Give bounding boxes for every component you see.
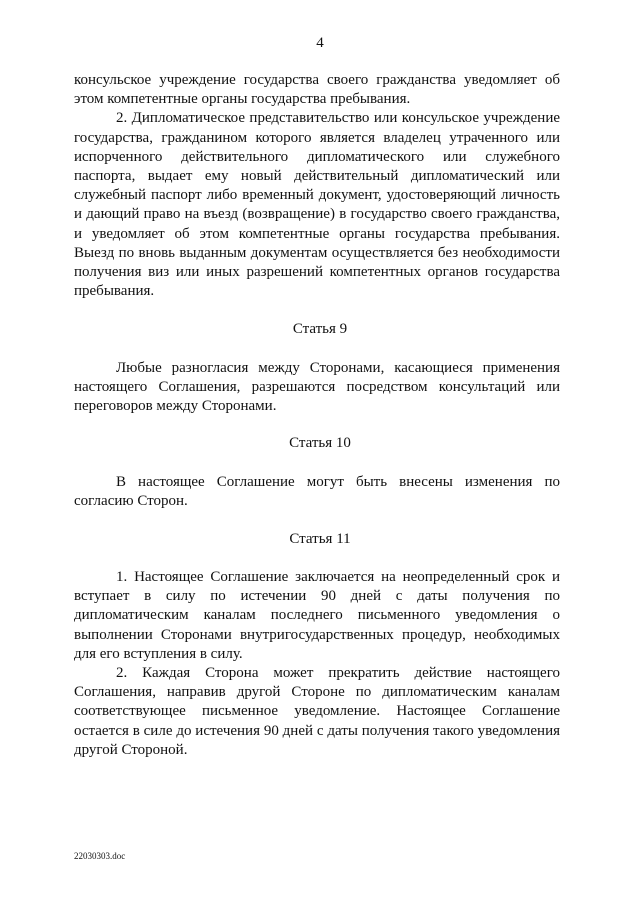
paragraph: 2. Каждая Сторона может прекратить действие настоящего Соглашения, направив другой Стороне по дипломатическим каналам соответствующее письменное уведомление. Настоящее Соглашение остается в силе до истечения 90 дней с даты получения такого уведомления другой Стороной.: [74, 665, 560, 758]
article-11-heading: Статья 11: [289, 531, 351, 547]
paragraph: 2. Дипломатическое представительство или консульское учреждение государства, гражданином которого является владелец утраченного или испорченного действительного дипломатического или служебного паспорта, выдает ему новый действительный дипломатический или служебный паспорт либо временный документ, удостоверяющий личность и дающий право на въезд (возвращение) в государство своего гражданства, и уведомляет об этом компетентные органы государства пребывания. Выезд по вновь выданным документам осуществляется без необходимости получения виз или иных разрешений компетентных органов государства пребывания.: [74, 110, 560, 300]
footer-file-name: 22030303.doc: [74, 851, 126, 861]
continuation-text: [74, 71, 560, 301]
article-11-text: [74, 568, 560, 760]
page-number: 4: [316, 35, 324, 51]
paragraph: В настоящее Соглашение могут быть внесены изменения по согласию Сторон.: [74, 474, 560, 510]
article-9-heading: Статья 9: [292, 321, 348, 337]
article-10-text: [74, 473, 560, 511]
article-10-heading: Статья 10: [289, 435, 351, 451]
paragraph: консульское учреждение государства своего гражданства уведомляет об этом компетентные органы государства пребывания.: [74, 72, 560, 108]
article-9-text: [74, 359, 560, 417]
paragraph: 1. Настоящее Соглашение заключается на неопределенный срок и вступает в силу по истечении 90 дней с даты получения по дипломатическим каналам последнего письменного уведомления о выполнении Сторонами внутригосударственных процедур, необходимых для его вступления в силу.: [74, 569, 560, 662]
paragraph: Любые разногласия между Сторонами, касающиеся применения настоящего Соглашения, разрешаются посредством консультаций или переговоров между Сторонами.: [74, 360, 560, 415]
